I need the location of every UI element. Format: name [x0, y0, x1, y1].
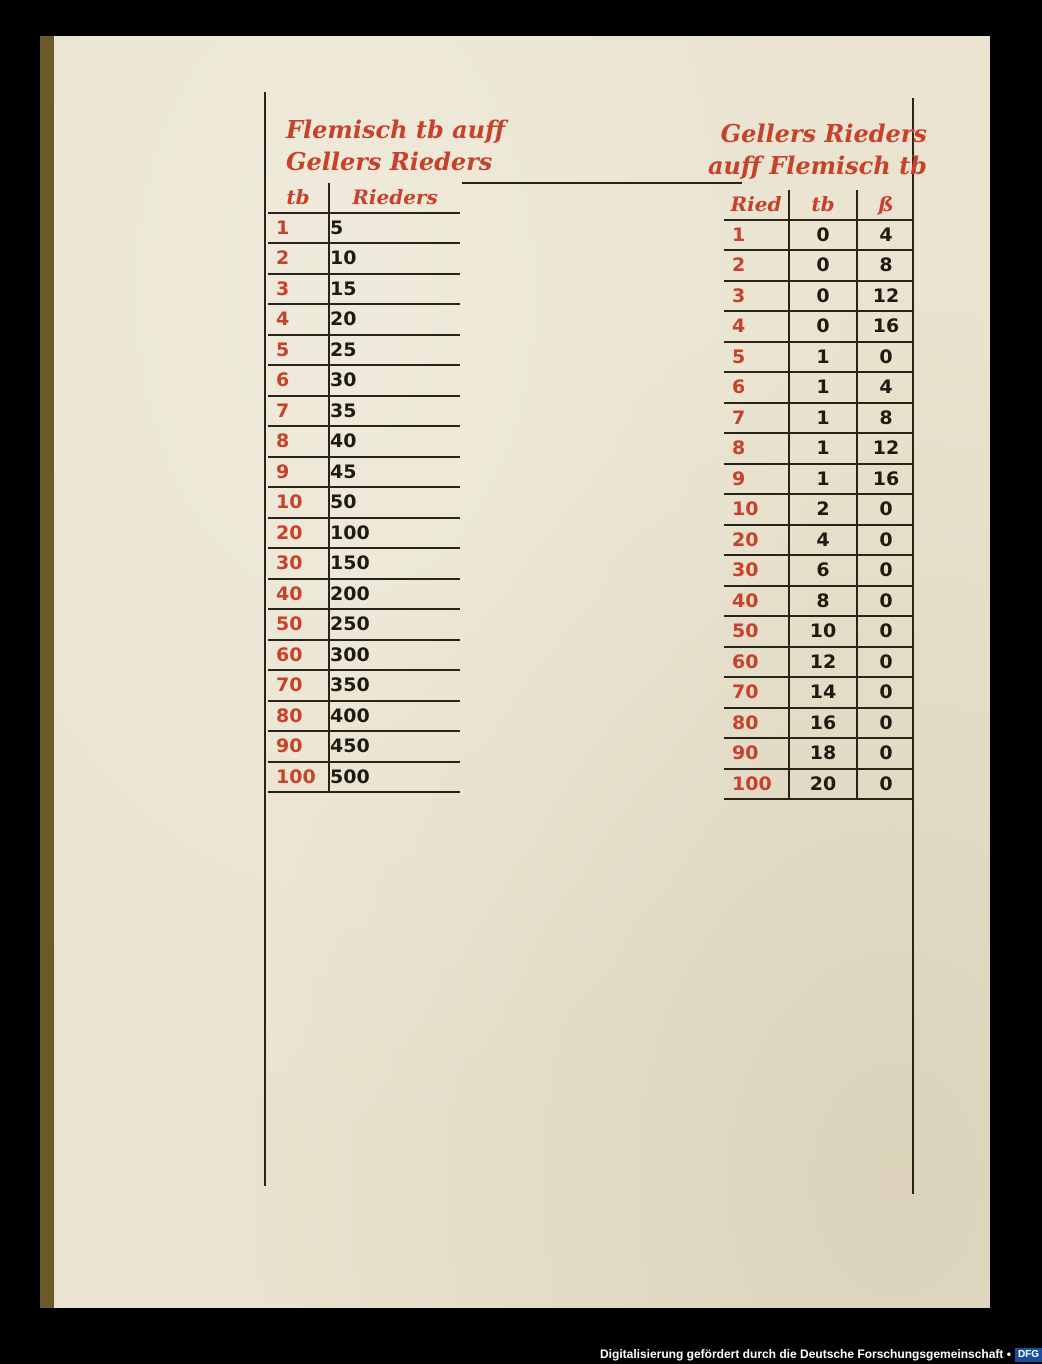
row-value-cell: 1 — [789, 464, 857, 495]
row-value-cell: 40 — [329, 426, 460, 457]
table-row — [268, 396, 460, 427]
row-value-cell: 16 — [857, 464, 914, 495]
row-value-cell: 8 — [857, 403, 914, 434]
row-value-cell: 0 — [857, 342, 914, 373]
row-key-cell: 10 — [268, 487, 329, 518]
table-row — [268, 548, 460, 579]
table-row — [268, 304, 460, 335]
row-key-cell: 40 — [268, 579, 329, 610]
row-value-cell: 15 — [329, 274, 460, 305]
row-value-cell: 12 — [857, 433, 914, 464]
row-key-cell: 50 — [268, 609, 329, 640]
table-row — [724, 281, 914, 312]
table-row — [724, 586, 914, 617]
row-value-cell: 400 — [329, 701, 460, 732]
row-value-cell: 10 — [789, 616, 857, 647]
table-row — [724, 525, 914, 556]
row-value-cell: 0 — [857, 494, 914, 525]
row-value-cell: 0 — [857, 525, 914, 556]
table-row — [268, 335, 460, 366]
row-value-cell: 0 — [789, 250, 857, 281]
row-key-cell: 20 — [724, 525, 789, 556]
table-row — [268, 518, 460, 549]
table-row — [268, 213, 460, 244]
table-row — [268, 579, 460, 610]
row-key-cell: 6 — [268, 365, 329, 396]
left-conversion-table — [268, 183, 460, 793]
row-value-cell: 8 — [857, 250, 914, 281]
table-row — [724, 677, 914, 708]
row-key-cell: 1 — [724, 220, 789, 251]
table-row — [724, 342, 914, 373]
table-row — [724, 464, 914, 495]
column-header-ried: Ried — [724, 190, 789, 220]
left-title-line1: Flemisch tb auff — [286, 115, 505, 144]
row-value-cell: 300 — [329, 640, 460, 671]
row-key-cell: 2 — [724, 250, 789, 281]
row-value-cell: 450 — [329, 731, 460, 762]
row-value-cell: 35 — [329, 396, 460, 427]
row-key-cell: 60 — [268, 640, 329, 671]
row-key-cell: 30 — [724, 555, 789, 586]
row-value-cell: 1 — [789, 342, 857, 373]
table-row — [724, 403, 914, 434]
credit-text: Digitalisierung gefördert durch die Deutsche Forschungsgemeinschaft • — [600, 1347, 1011, 1361]
row-key-cell: 70 — [724, 677, 789, 708]
table-row — [724, 250, 914, 281]
row-key-cell: 80 — [268, 701, 329, 732]
row-key-cell: 8 — [724, 433, 789, 464]
row-value-cell: 1 — [789, 403, 857, 434]
row-key-cell: 3 — [268, 274, 329, 305]
left-title-line2: Gellers Rieders — [286, 147, 493, 176]
table-row — [724, 738, 914, 769]
table-row — [268, 731, 460, 762]
row-value-cell: 0 — [857, 647, 914, 678]
row-key-cell: 7 — [268, 396, 329, 427]
table-row — [724, 647, 914, 678]
row-key-cell: 30 — [268, 548, 329, 579]
digitization-credit — [600, 1344, 1040, 1364]
table-row — [724, 494, 914, 525]
row-key-cell: 4 — [268, 304, 329, 335]
row-key-cell: 5 — [724, 342, 789, 373]
table-row — [724, 616, 914, 647]
row-key-cell: 70 — [268, 670, 329, 701]
row-key-cell: 60 — [724, 647, 789, 678]
row-value-cell: 14 — [789, 677, 857, 708]
row-value-cell: 4 — [789, 525, 857, 556]
row-value-cell: 8 — [789, 586, 857, 617]
row-key-cell: 40 — [724, 586, 789, 617]
table-row — [268, 457, 460, 488]
row-key-cell: 100 — [724, 769, 789, 800]
column-header-rieders: Rieders — [329, 183, 460, 213]
row-value-cell: 1 — [789, 433, 857, 464]
row-value-cell: 100 — [329, 518, 460, 549]
row-key-cell: 8 — [268, 426, 329, 457]
row-value-cell: 0 — [857, 555, 914, 586]
row-key-cell: 1 — [268, 213, 329, 244]
table-row — [724, 769, 914, 800]
table-row — [268, 243, 460, 274]
table-row — [268, 701, 460, 732]
row-value-cell: 45 — [329, 457, 460, 488]
row-value-cell: 0 — [857, 677, 914, 708]
row-key-cell: 9 — [268, 457, 329, 488]
table-row — [268, 670, 460, 701]
left-table-body — [268, 213, 460, 793]
table-row — [268, 487, 460, 518]
row-key-cell: 4 — [724, 311, 789, 342]
right-title-line1: Gellers Rieders — [720, 119, 927, 148]
table-row — [268, 609, 460, 640]
row-value-cell: 350 — [329, 670, 460, 701]
right-conversion-table — [724, 190, 914, 800]
column-header-pound: tb — [789, 190, 857, 220]
table-row — [724, 311, 914, 342]
row-value-cell: 0 — [857, 769, 914, 800]
table-header-row — [724, 190, 914, 220]
row-value-cell: 4 — [857, 220, 914, 251]
dfg-logo: DFG — [1015, 1348, 1042, 1362]
table-row — [724, 708, 914, 739]
left-table-title — [286, 114, 505, 178]
row-value-cell: 1 — [789, 372, 857, 403]
table-row — [724, 555, 914, 586]
left-margin-rule — [264, 92, 266, 1186]
row-value-cell: 12 — [789, 647, 857, 678]
table-row — [268, 365, 460, 396]
row-value-cell: 4 — [857, 372, 914, 403]
table-row — [268, 640, 460, 671]
row-value-cell: 150 — [329, 548, 460, 579]
row-value-cell: 18 — [789, 738, 857, 769]
row-key-cell: 90 — [724, 738, 789, 769]
row-value-cell: 0 — [789, 220, 857, 251]
row-key-cell: 7 — [724, 403, 789, 434]
row-value-cell: 0 — [789, 311, 857, 342]
row-value-cell: 30 — [329, 365, 460, 396]
right-table-title — [708, 118, 927, 182]
right-table-body — [724, 220, 914, 800]
row-value-cell: 16 — [857, 311, 914, 342]
table-row — [268, 762, 460, 793]
row-key-cell: 2 — [268, 243, 329, 274]
table-row — [724, 372, 914, 403]
row-value-cell: 500 — [329, 762, 460, 793]
row-value-cell: 20 — [329, 304, 460, 335]
row-value-cell: 0 — [857, 708, 914, 739]
row-value-cell: 25 — [329, 335, 460, 366]
row-value-cell: 0 — [857, 738, 914, 769]
row-value-cell: 16 — [789, 708, 857, 739]
row-value-cell: 0 — [789, 281, 857, 312]
row-value-cell: 0 — [857, 586, 914, 617]
row-key-cell: 100 — [268, 762, 329, 793]
row-key-cell: 3 — [724, 281, 789, 312]
row-key-cell: 20 — [268, 518, 329, 549]
table-row — [268, 426, 460, 457]
row-value-cell: 10 — [329, 243, 460, 274]
row-value-cell: 2 — [789, 494, 857, 525]
table-row — [268, 274, 460, 305]
row-key-cell: 50 — [724, 616, 789, 647]
row-key-cell: 5 — [268, 335, 329, 366]
table-header-row — [268, 183, 460, 213]
header-connector-rule — [462, 182, 742, 184]
row-value-cell: 50 — [329, 487, 460, 518]
table-row — [724, 220, 914, 251]
row-value-cell: 5 — [329, 213, 460, 244]
row-key-cell: 90 — [268, 731, 329, 762]
row-key-cell: 6 — [724, 372, 789, 403]
row-value-cell: 6 — [789, 555, 857, 586]
row-key-cell: 80 — [724, 708, 789, 739]
row-key-cell: 10 — [724, 494, 789, 525]
column-header-pound: tb — [268, 183, 329, 213]
table-row — [724, 433, 914, 464]
row-value-cell: 200 — [329, 579, 460, 610]
row-value-cell: 12 — [857, 281, 914, 312]
row-key-cell: 9 — [724, 464, 789, 495]
row-value-cell: 250 — [329, 609, 460, 640]
right-title-line2: auff Flemisch tb — [708, 151, 927, 180]
column-header-shilling: ß — [857, 190, 914, 220]
row-value-cell: 20 — [789, 769, 857, 800]
row-value-cell: 0 — [857, 616, 914, 647]
